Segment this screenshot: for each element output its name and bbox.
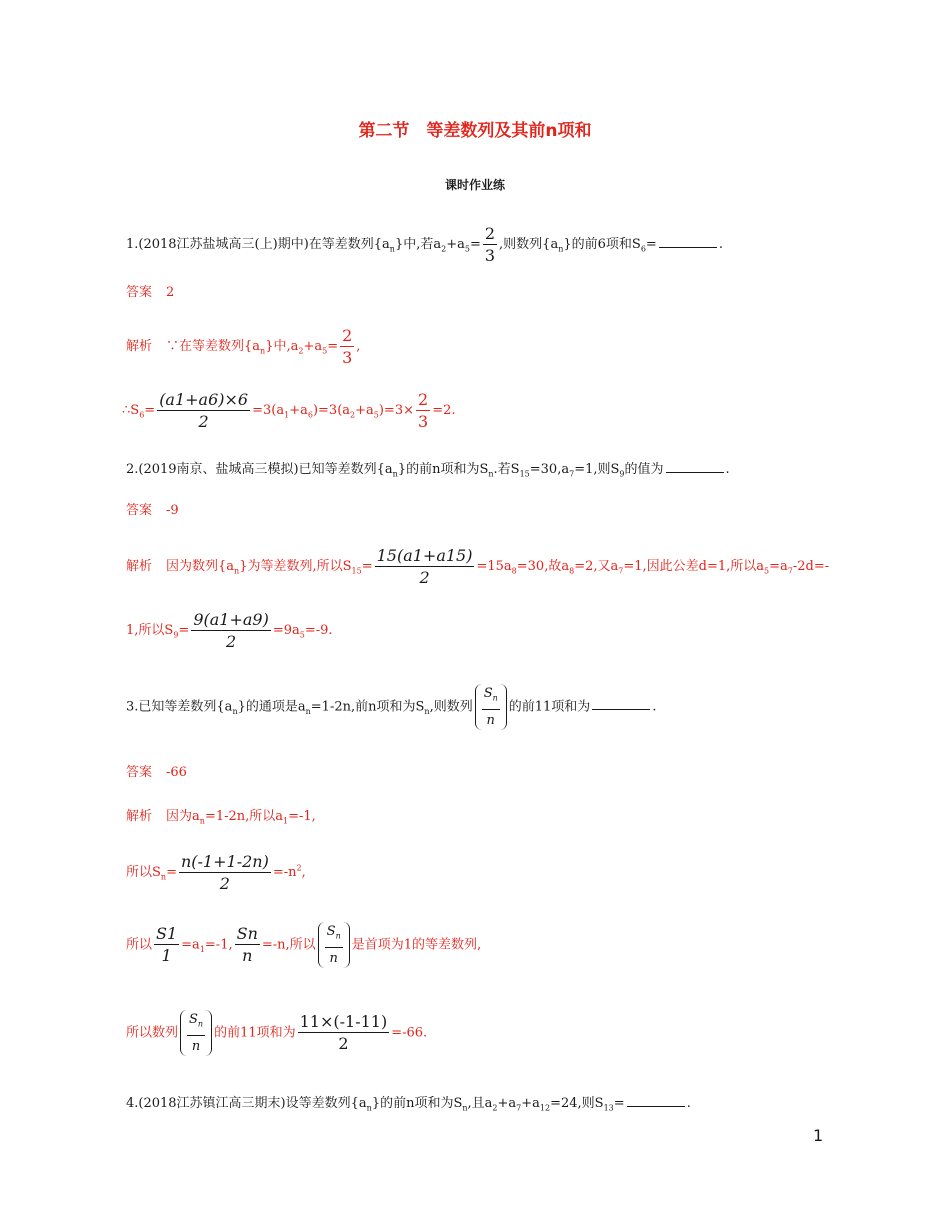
analysis-1-line-2: $\therefore S_6=$ $\frac{(a1+a6)\times 6}{2}$ $=3(a_1+a_6)=3(a_2+a_5)=3\times$ $\frac{2}{3}$ =2. — [122, 390, 456, 431]
fraction: $\frac{S_n}{n}$ — [189, 1012, 204, 1054]
question-3: 3.已知等差数列$\{a_n\}$的通项是$a_n=1-2n$,前n项和为$S_n$,则数列 $\frac{S_n}{n}$ 的前11项和为 . — [126, 686, 657, 728]
fraction: $\frac{15(a1+a15)}{2}$ — [376, 546, 473, 587]
answer-blank — [592, 697, 650, 710]
page-number: 1 — [813, 1126, 824, 1145]
exercise-heading: 课时作业练 — [444, 178, 505, 192]
fraction: $\frac{(a1+a6)\times 6}{2}$ — [159, 390, 249, 431]
question-1: 1.(2018江苏盐城高三(上)期中)在等差数列$\{a_n\}$中,若$a_2+a_5=$ $\frac{2}{3}$ ,则数列$\{a_n\}$的前6项和$S_6=$ . — [126, 224, 723, 265]
section-title: 第二节 等差数列及其前n项和 — [358, 121, 592, 141]
analysis-3-line-3: 所以 $\frac{S1}{1}$ $=a_1=-1$, $\frac{Sn}{n}$ =-n,所以 $\frac{S_n}{n}$ 是首项为1的等差数列, — [126, 924, 482, 966]
answer-2: 答案 -9 — [126, 503, 179, 518]
fraction: $\frac{2}{3}$ — [342, 326, 353, 367]
question-2: 2.(2019南京、盐城高三模拟)已知等差数列$\{a_n\}$的前n项和为$S_n$.若$S_{15}=30,a_7=1$,则$S_9$的值为 . — [126, 462, 730, 479]
answer-blank — [659, 235, 717, 248]
fraction: $\frac{Sn}{n}$ — [236, 924, 258, 966]
analysis-2-line-2: 1,所以$S_9=$ $\frac{9(a1+a9)}{2}$ $=9a_5=-9$. — [126, 610, 333, 651]
fraction: $\frac{9(a1+a9)}{2}$ — [193, 610, 269, 651]
fraction: $\frac{2}{3}$ — [484, 224, 496, 265]
analysis-3-line-2: 所以$S_n=$ $\frac{n(-1+1-2n)}{2}$ $=-n^2$, — [126, 852, 306, 893]
answer-3: 答案 -66 — [126, 765, 187, 780]
answer-blank — [666, 460, 724, 473]
bracketed-sequence — [180, 1010, 212, 1056]
question-4: 4.(2018江苏镇江高三期末)设等差数列$\{a_n\}$的前n项和为$S_n$,且$a_2+a_7+a_{12}=24$,则$S_{13}=$ . — [126, 1096, 691, 1113]
bracketed-sequence — [318, 922, 350, 968]
answer-1: 答案 2 — [126, 285, 175, 300]
fraction: $\frac{n(-1+1-2n)}{2}$ — [180, 852, 269, 893]
fraction: $\frac{S_n}{n}$ — [483, 686, 498, 728]
fraction: $\frac{S_n}{n}$ — [326, 924, 341, 966]
answer-blank — [627, 1094, 685, 1107]
analysis-3-line-4: 所以数列 $\frac{S_n}{n}$ 的前11项和为 $\frac{11\times(-1-11)}{2}$ =-66. — [126, 1012, 428, 1054]
analysis-1-line-1: 解析 ∵在等差数列$\{a_n\}$中$,a_2+a_5=$ $\frac{2}{3}$ , — [126, 326, 361, 367]
fraction: $\frac{S1}{1}$ — [156, 924, 178, 966]
analysis-3-line-1: 解析 因为$a_n=1-2n$,所以$a_1=-1$, — [126, 809, 316, 826]
analysis-2-line-1: 解析 因为数列$\{a_n\}$为等差数列,所以$S_{15}=$ $\frac{15(a1+a15)}{2}$ $=15a_8=30$,故$a_8=2$,又$a_7=1$,因此公差d=1,所以$a_5=a_7-2d=-$ — [126, 546, 830, 587]
fraction: $\frac{2}{3}$ — [418, 390, 429, 431]
fraction: $\frac{11\times(-1-11)}{2}$ — [299, 1012, 388, 1054]
bracketed-sequence — [475, 684, 507, 730]
